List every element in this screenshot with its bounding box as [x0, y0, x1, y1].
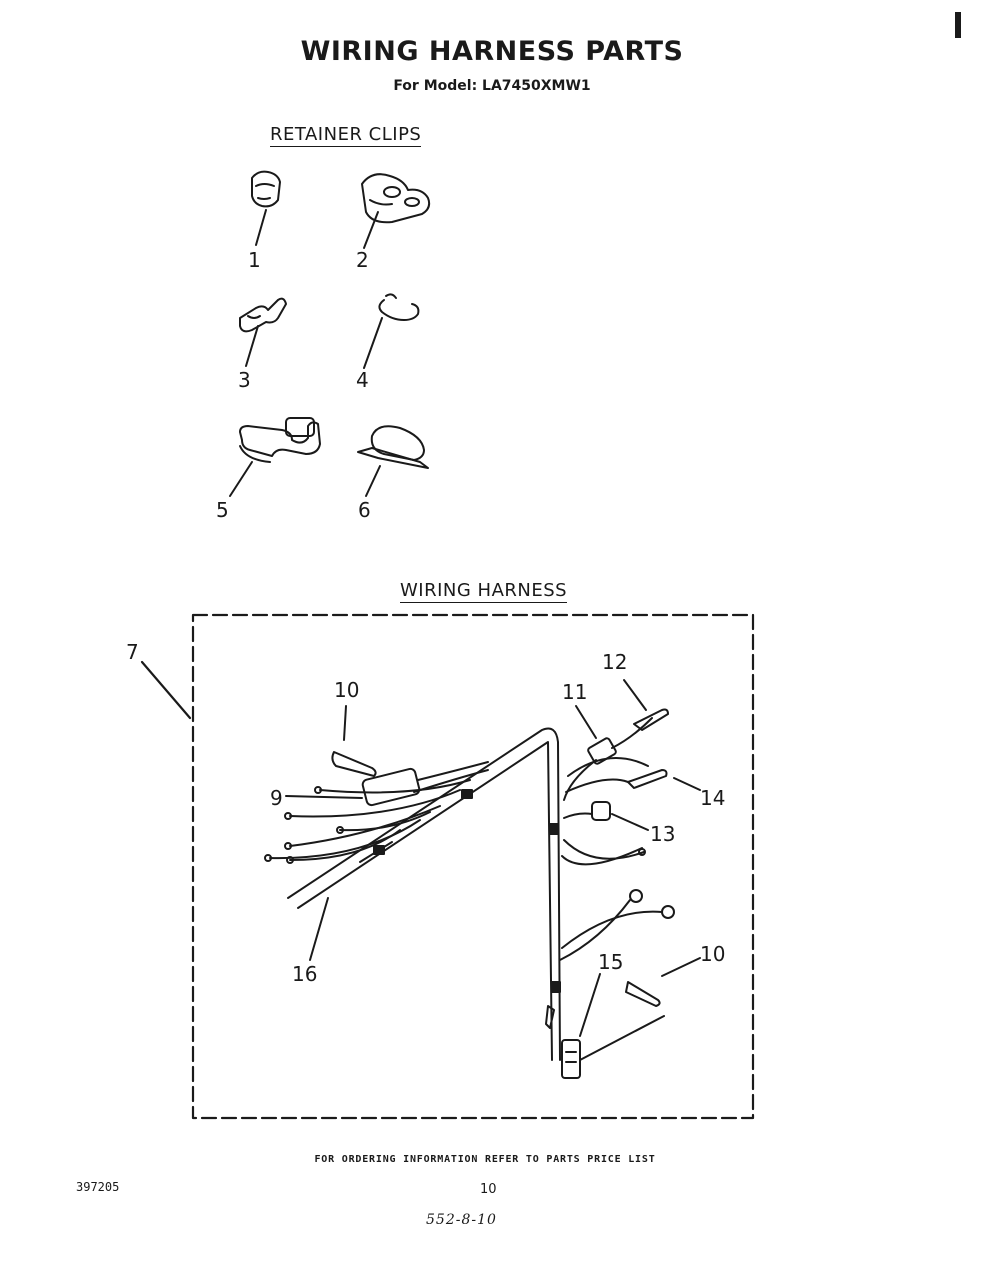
callout-13: 13 — [650, 822, 676, 846]
callout-15: 15 — [598, 950, 624, 974]
ordering-note: FOR ORDERING INFORMATION REFER TO PARTS PRICE LIST — [314, 1154, 656, 1165]
retainer-clip-3-icon — [240, 299, 286, 366]
clip-number-2: 2 — [356, 248, 369, 272]
callout-9: 9 — [270, 786, 283, 810]
callout-16: 16 — [292, 962, 318, 986]
connector-9-icon — [362, 762, 488, 806]
terminal-10-upper-icon — [332, 706, 375, 776]
callout-7: 7 — [126, 640, 139, 664]
retainer-clip-2-icon — [362, 174, 429, 248]
model-subtitle: For Model: LA7450XMW1 — [393, 78, 591, 94]
retainer-clip-1-icon — [252, 172, 280, 245]
callout-10-upper: 10 — [334, 678, 360, 702]
callout-14: 14 — [700, 786, 726, 810]
clip-number-1: 1 — [248, 248, 261, 272]
wiring-harness-heading: WIRING HARNESS — [400, 580, 568, 601]
connector-15-icon — [546, 974, 664, 1078]
left-wire-fan — [265, 780, 470, 863]
clip-number-3: 3 — [238, 368, 251, 392]
retainer-clip-5-icon — [230, 418, 320, 496]
handwritten-sheet-ref: 552-8-10 — [426, 1212, 497, 1228]
clip-number-5: 5 — [216, 498, 229, 522]
retainer-clip-6-icon — [358, 426, 428, 496]
page-number: 10 — [480, 1182, 497, 1197]
page-title: WIRING HARNESS PARTS — [300, 36, 684, 67]
terminal-10-lower-icon — [626, 958, 700, 1006]
retainer-clips-heading: RETAINER CLIPS — [270, 124, 422, 145]
document-code: 397205 — [76, 1180, 120, 1194]
clip-number-6: 6 — [358, 498, 371, 522]
terminal-14-icon — [566, 758, 700, 792]
retainer-clip-4-icon — [364, 294, 418, 368]
connector-13-icon — [562, 802, 648, 864]
clip-number-4: 4 — [356, 368, 369, 392]
callout-12: 12 — [602, 650, 628, 674]
callout-10-lower: 10 — [700, 942, 726, 966]
callout-11: 11 — [562, 680, 588, 704]
